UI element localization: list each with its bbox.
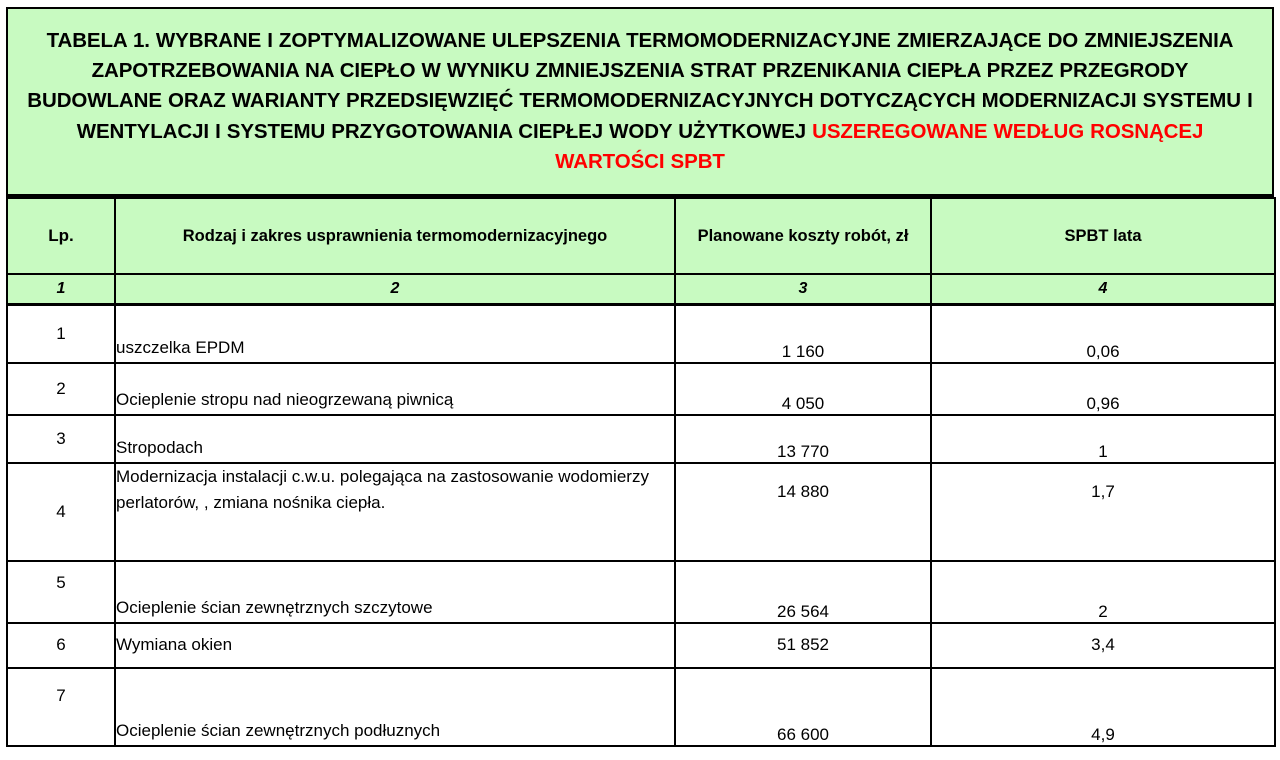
row-index: 4 <box>7 463 115 561</box>
table-column-number-row <box>7 274 1275 305</box>
row-description: uszczelka EPDM <box>115 305 675 363</box>
header-cell-spbt: SPBT lata <box>931 198 1275 274</box>
row-spbt: 1 <box>931 415 1275 463</box>
row-index: 1 <box>7 305 115 363</box>
row-spbt: 1,7 <box>931 463 1275 561</box>
column-number-2: 2 <box>115 274 675 305</box>
table-row <box>7 363 1275 415</box>
table-row <box>7 668 1275 746</box>
row-index: 5 <box>7 561 115 623</box>
header-cell-description: Rodzaj i zakres usprawnienia termomodernizacyjnego <box>115 198 675 274</box>
table-title-highlight: USZEREGOWANE WEDŁUG ROSNĄCEJ WARTOŚCI SPBT <box>555 119 1204 173</box>
table-row <box>7 415 1275 463</box>
row-spbt: 2 <box>931 561 1275 623</box>
row-cost: 1 160 <box>675 305 931 363</box>
thermomodernization-table <box>6 197 1276 747</box>
row-spbt: 0,06 <box>931 305 1275 363</box>
row-description: Wymiana okien <box>115 623 675 668</box>
column-number-1: 1 <box>7 274 115 305</box>
row-spbt: 0,96 <box>931 363 1275 415</box>
row-description: Stropodach <box>115 415 675 463</box>
row-description: Ocieplenie stropu nad nieogrzewaną piwnicą <box>115 363 675 415</box>
header-cell-lp: Lp. <box>7 198 115 274</box>
row-index: 7 <box>7 668 115 746</box>
table-row <box>7 463 1275 561</box>
table-row <box>7 561 1275 623</box>
row-cost: 13 770 <box>675 415 931 463</box>
row-index: 3 <box>7 415 115 463</box>
table-title-banner <box>6 7 1274 197</box>
table-header-row <box>7 198 1275 274</box>
row-cost: 51 852 <box>675 623 931 668</box>
row-spbt: 3,4 <box>931 623 1275 668</box>
row-index: 2 <box>7 363 115 415</box>
row-spbt: 4,9 <box>931 668 1275 746</box>
row-index: 6 <box>7 623 115 668</box>
column-number-3: 3 <box>675 274 931 305</box>
row-description: Modernizacja instalacji c.w.u. polegająca na zastosowanie wodomierzy perlatorów, , zmiana nośnika ciepła. <box>115 463 675 561</box>
column-number-4: 4 <box>931 274 1275 305</box>
table-title-text <box>24 26 1256 177</box>
row-description: Ocieplenie ścian zewnętrznych podłuznych <box>115 668 675 746</box>
row-cost: 4 050 <box>675 363 931 415</box>
table-title-main: TABELA 1. WYBRANE I ZOPTYMALIZOWANE ULEPSZENIA TERMOMODERNIZACYJNE ZMIERZAJĄCE DO ZMNIEJSZENIA ZAPOTRZEBOWANIA NA CIEPŁO W WYNIKU ZMNIEJSZENIA STRAT PRZENIKANIA CIEPŁA PRZEZ PRZEGRODY BUDOWLANE ORAZ WARIANTY PRZEDSIĘWZIĘĆ TERMOMODERNIZACYJNYCH DOTYCZĄCYCH MODERNIZACJI SYSTEMU I WENTYLACJI I SYSTEMU PRZYGOTOWANIA CIEPŁEJ WODY UŻYTKOWEJ <box>27 29 1253 143</box>
table-row <box>7 623 1275 668</box>
header-cell-cost: Planowane koszty robót, zł <box>675 198 931 274</box>
row-description: Ocieplenie ścian zewnętrznych szczytowe <box>115 561 675 623</box>
table-row <box>7 305 1275 363</box>
row-cost: 66 600 <box>675 668 931 746</box>
row-cost: 14 880 <box>675 463 931 561</box>
row-cost: 26 564 <box>675 561 931 623</box>
